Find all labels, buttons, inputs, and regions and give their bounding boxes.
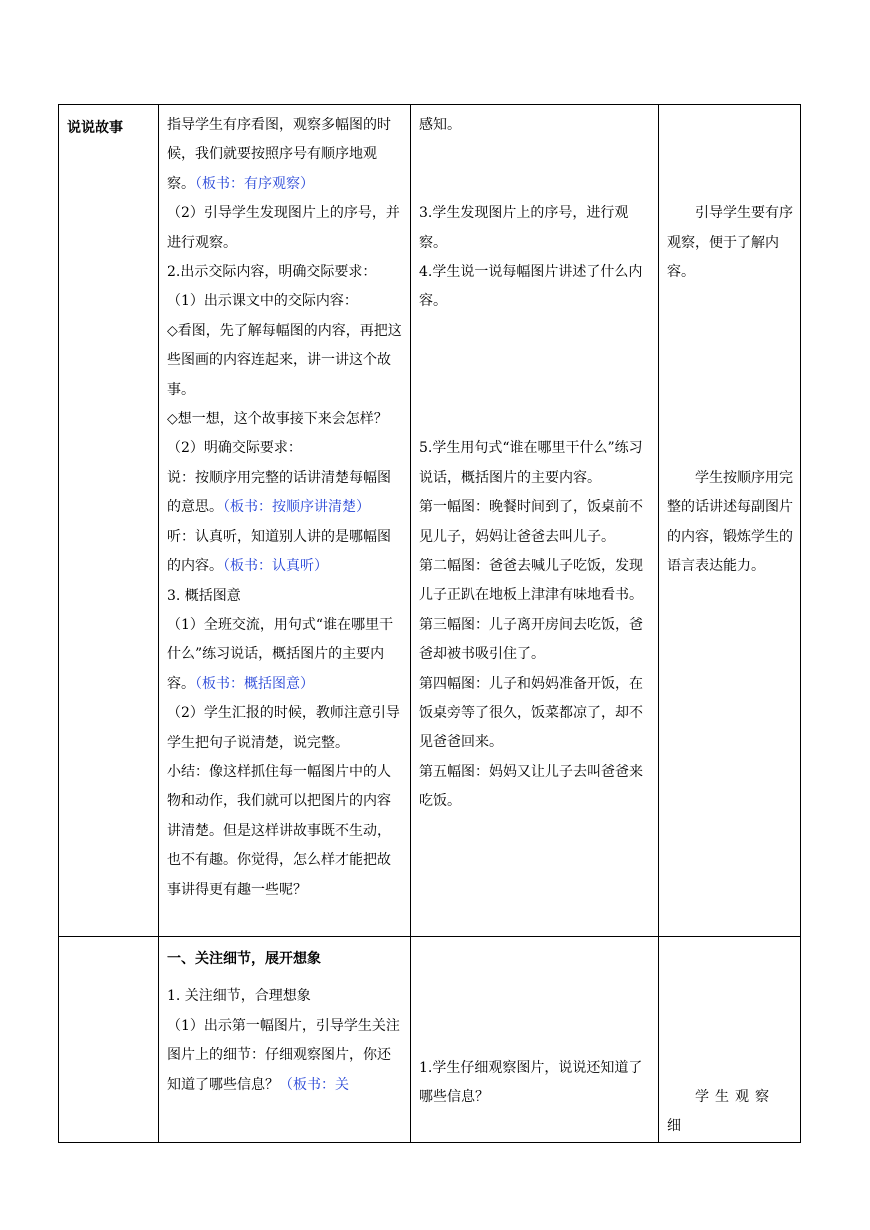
teacher-paragraph (167, 317, 404, 405)
paragraph-text: 2.出示交际内容，明确交际要求： (167, 264, 377, 281)
design-intent-cell (659, 937, 801, 1143)
student-paragraph: 4.学生说一说每幅图片讲述了什么内容。 (419, 264, 643, 310)
paragraph-text: 听：认真听，知道别人讲的是哪幅图的内容。 (167, 528, 391, 575)
paragraph-text: 1. 关注细节，合理想象 (167, 988, 311, 1005)
board-note: （板书：关 (279, 1076, 349, 1093)
table-row (59, 937, 801, 1143)
paragraph-text: ◇看图，先了解每幅图的内容，再把这些图画的内容连起来，讲一讲这个故事。 (167, 322, 402, 398)
student-paragraph: 3.学生发现图片上的序号，进行观察。 (419, 205, 629, 251)
teacher-activity-cell (159, 937, 411, 1143)
section-cell (59, 105, 159, 937)
student-paragraph: 5.学生用句式“谁在哪里干什么”练习说话，概括图片的主要内容。 (419, 440, 643, 486)
paragraph-text: （2）引导学生发现图片上的序号，并进行观察。 (167, 205, 400, 251)
teacher-paragraph (167, 582, 404, 611)
board-note: （板书：按顺序讲清楚） (223, 499, 370, 516)
teacher-paragraph (167, 434, 404, 463)
teacher-paragraph (167, 199, 404, 258)
teacher-paragraph (167, 523, 404, 582)
student-activity (411, 105, 658, 817)
student-paragraph: 感知。 (419, 117, 461, 133)
student-paragraph: 第一幅图：晚餐时间到了，饭桌前不见儿子，妈妈让爸爸去叫儿子。 (419, 499, 643, 545)
step-heading: 一、关注细节，展开想象 (167, 951, 321, 967)
student-activity-cell (411, 937, 659, 1143)
paragraph-text: 指导学生有序看图，观察多幅图的时候，我们就要按照序号有顺序地观察。 (167, 117, 391, 192)
teacher-activity (159, 937, 410, 1100)
board-note: （板书：有序观察） (195, 175, 314, 192)
teacher-paragraph (167, 464, 404, 523)
teacher-activity (159, 105, 410, 905)
student-paragraph: 第二幅图：爸爸去喊儿子吃饭，发现儿子正趴在地板上津津有味地看书。 (419, 558, 643, 604)
paragraph-text: ◇想一想，这个故事接下来会怎样？ (167, 411, 388, 428)
paragraph-text: （1）全班交流，用句式“谁在哪里干什么”练习说话，概括图片的主要内容。 (167, 616, 394, 692)
paragraph-text: 说：按顺序用完整的话讲清楚每幅图的意思。 (167, 469, 391, 516)
design-intent (659, 937, 800, 1142)
student-activity-cell (411, 105, 659, 937)
teacher-paragraph (167, 287, 404, 316)
teacher-paragraph (167, 258, 404, 287)
intent-paragraph: 学生按顺序用完整的话讲述每副图片的内容，锻炼学生的语言表达能力。 (667, 469, 793, 575)
section-title (59, 937, 158, 946)
teacher-paragraph (167, 111, 404, 199)
teacher-paragraph (167, 758, 404, 905)
paragraph-text: （1）出示第一幅图片，引导学生关注图片上的细节：仔细观察图片，你还知道了哪些信息？ (167, 1017, 400, 1093)
paragraph-text: （2）明确交际要求： (167, 440, 302, 457)
student-paragraph: 1.学生仔细观察图片，说说还知道了哪些信息？ (419, 1060, 643, 1106)
student-paragraph: 第五幅图：妈妈又让儿子去叫爸爸来吃饭。 (419, 763, 643, 810)
section-cell (59, 937, 159, 1143)
teacher-paragraph (167, 611, 404, 699)
intent-paragraph: 引导学生要有序观察，便于了解内容。 (667, 205, 793, 280)
teacher-paragraph (167, 405, 404, 434)
student-activity (411, 937, 658, 1113)
board-note: （板书：概括图意） (195, 675, 314, 692)
teacher-paragraph (167, 699, 404, 758)
paragraph-text: （2）学生汇报的时候，教师注意引导学生把句子说清楚，说完整。 (167, 705, 400, 751)
section-title: 说说故事 (67, 120, 123, 136)
design-intent (659, 105, 800, 581)
student-paragraph: 第三幅图：儿子离开房间去吃饭，爸爸却被书吸引住了。 (419, 616, 643, 663)
teacher-activity-cell (159, 105, 411, 937)
table-row (59, 105, 801, 937)
paragraph-text: 小结：像这样抓住每一幅图片中的人物和动作，我们就可以把图片的内容讲清楚。但是这样讲故事既不生动，也不有趣。你觉得，怎么样才能把故事讲得更有趣一些呢？ (167, 763, 391, 898)
student-paragraph: 第四幅图：儿子和妈妈准备开饭，在饭桌旁等了很久，饭菜都凉了，却不见爸爸回来。 (419, 675, 643, 751)
teacher-paragraph (167, 982, 404, 1011)
paragraph-text: （1）出示课文中的交际内容： (167, 293, 358, 310)
paragraph-text: 3. 概括图意 (167, 587, 241, 604)
teacher-paragraph (167, 1012, 404, 1100)
board-note: （板书：认真听） (223, 558, 328, 575)
lesson-plan-table (58, 104, 801, 1143)
intent-paragraph: 学生观察细 (667, 1089, 775, 1135)
design-intent-cell (659, 105, 801, 937)
